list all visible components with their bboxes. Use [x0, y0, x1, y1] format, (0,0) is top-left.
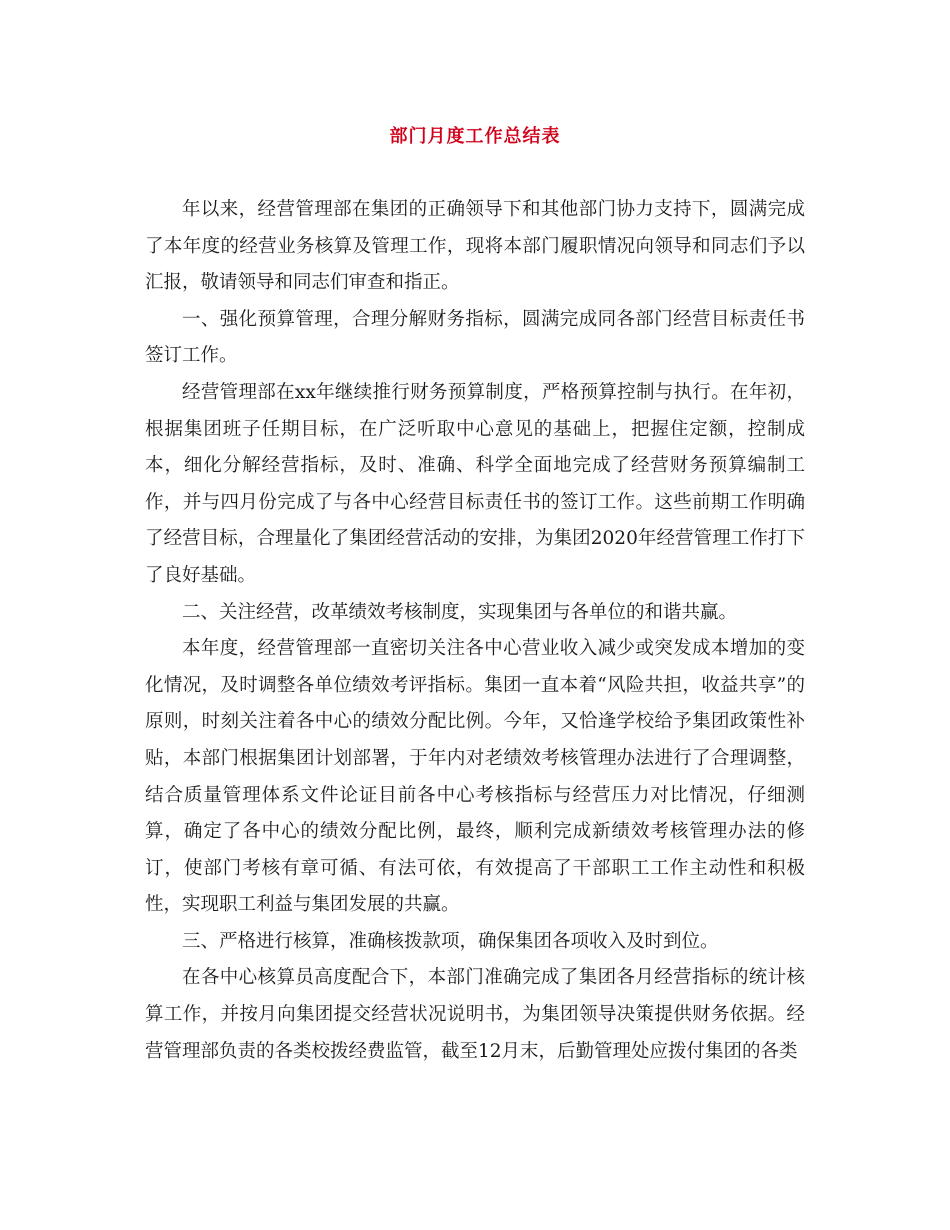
section-3-heading: 三、严格进行核算，准确核拨款项，确保集团各项收入及时到位。: [182, 930, 719, 952]
document-title: 部门月度工作总结表: [389, 126, 561, 147]
section-2-heading: 二、关注经营，改革绩效考核制度，实现集团与各单位的和谐共赢。: [182, 601, 738, 623]
intro-paragraph: 年以来，经营管理部在集团的正确领导下和其他部门协力支持下，圆满完成了本年度的经营业务核算及管理工作，现将本部门履职情况向领导和同志们予以汇报，敬请领导和同志们审查和指正。: [145, 199, 805, 294]
section-1-heading: 一、强化预算管理，合理分解财务指标，圆满完成同各部门经营目标责任书签订工作。: [145, 308, 805, 367]
section-2-paragraph: 本年度，经营管理部一直密切关注各中心营业收入减少或突发成本增加的变化情况，及时调整各单位绩效考评指标。集团一直本着“风险共担，收益共享”的原则，时刻关注着各中心的绩效分配比例。今年，又恰逢学校给予集团政策性补贴，本部门根据集团计划部署，于年内对老绩效考核管理办法进行了合理调整，结合质量管理体系文件论证目前各中心考核指标与经营压力对比情况，仔细测算，确定了各中心的绩效分配比例，最终，顺利完成新绩效考核管理办法的修订，使部门考核有章可循、有法可依，有效提高了干部职工工作主动性和积极性，实现职工利益与集团发展的共赢。: [145, 638, 805, 916]
section-1-paragraph: 经营管理部在xx年继续推行财务预算制度，严格预算控制与执行。在年初，根据集团班子任期目标，在广泛听取中心意见的基础上，把握住定额，控制成本，细化分解经营指标，及时、准确、科学全面地完成了经营财务预算编制工作，并与四月份完成了与各中心经营目标责任书的签订工作。这些前期工作明确了经营目标，合理量化了集团经营活动的安排，为集团2020年经营管理工作打下了良好基础。: [145, 381, 805, 586]
document-body: [145, 192, 805, 1070]
section-3-paragraph: 在各中心核算员高度配合下，本部门准确完成了集团各月经营指标的统计核算工作，并按月向集团提交经营状况说明书，为集团领导决策提供财务依据。经营管理部负责的各类校拨经费监管，截至12月末，后勤管理处应拨付集团的各类: [145, 967, 805, 1062]
